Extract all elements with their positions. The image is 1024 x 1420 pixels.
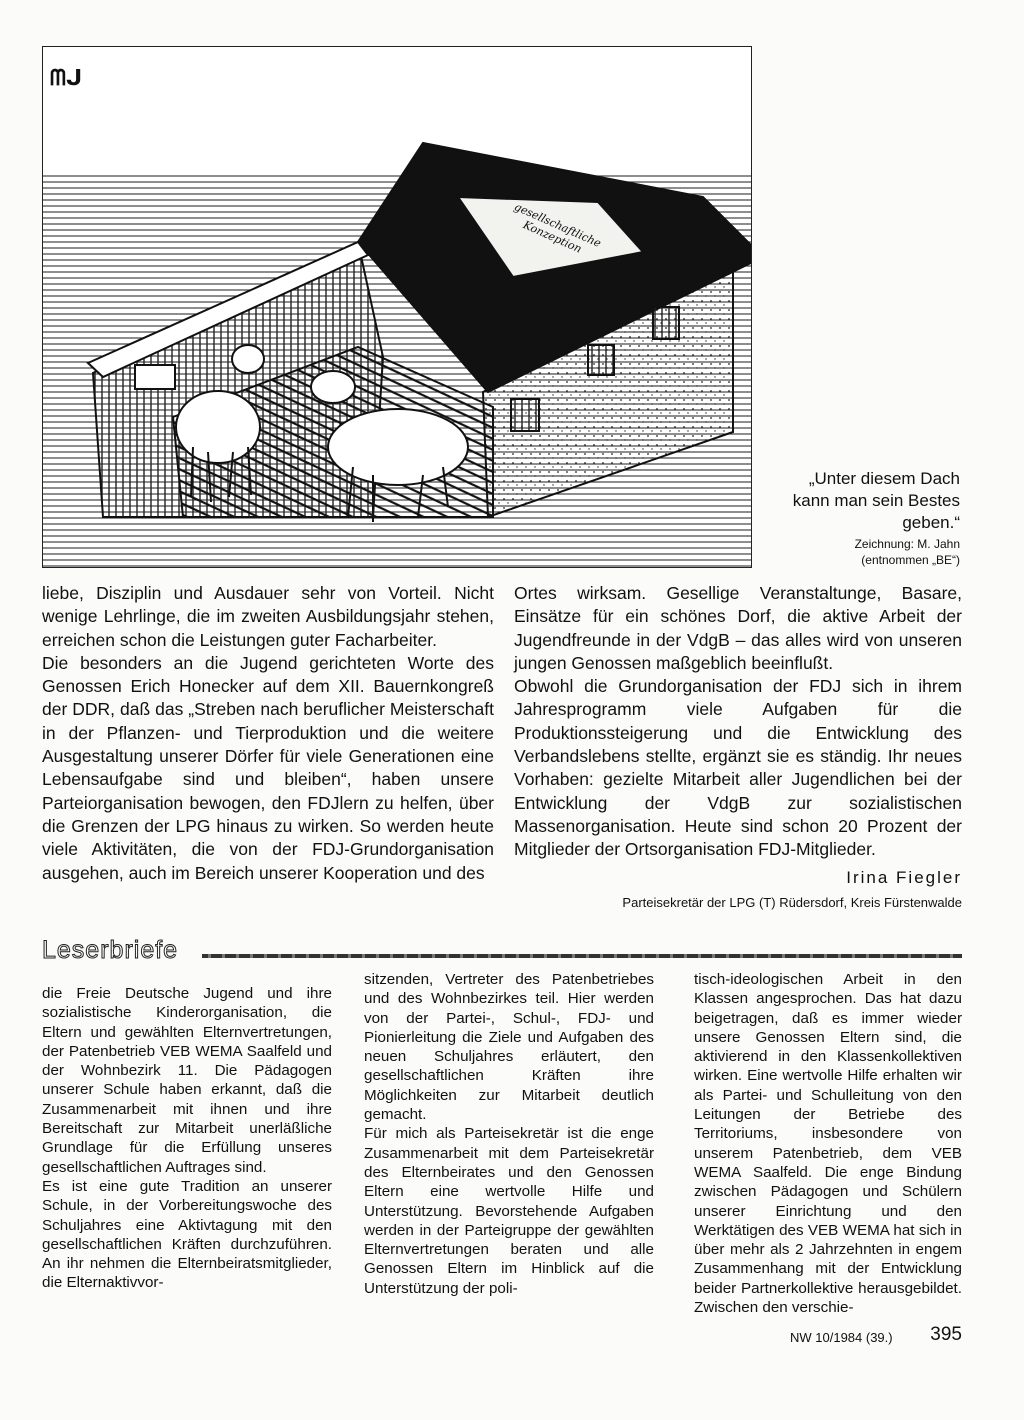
article-paragraph: Die besonders an die Jugend gerichteten Worte des Genossen Erich Honecker auf dem XII. Bauernkongreß der DDR, daß das „Streben nach beruflicher Meisterschaft in der Pflanzen- und Tierproduktion und die weitere Ausgestaltung unserer Dörfer für viele Generationen eine Lebensaufgabe sind und bleiben“, haben unsere Parteiorganisation bewogen, den FDJlern zu helfen, über die Grenzen der LPG hinaus zu wirken. So werden heute viele Aktivitäten, die von der FDJ-Grundorganisation ausgehen, auch im Bereich unserer Kooperation und des — [42, 652, 494, 883]
page-footer — [790, 1324, 970, 1348]
author-role: Parteisekretär der LPG (T) Rüdersdorf, Kreis Fürstenwalde — [622, 894, 962, 910]
roof-sign-text: gesellschaftliche Konzeption — [512, 200, 603, 256]
author-name: Irina Fiegler — [846, 867, 962, 887]
letters-column-1 — [42, 984, 332, 1293]
letters-paragraph: Es ist eine gute Tradition an unserer Schule, in der Vorbereitungswoche des Schuljahres eine Aktivtagung mit den gesellschaftlichen Kräften durchzuführen. An ihr nehmen die Elternbeiratsmitglieder, die Elternaktivvor- — [42, 1177, 332, 1292]
letters-column-3 — [694, 970, 962, 1317]
letters-column-2 — [364, 970, 654, 1298]
caption-text: „Unter diesem Dach kann man sein Bestes geben.“ — [792, 469, 960, 532]
article-signature — [514, 866, 962, 915]
article-paragraph: Ortes wirksam. Gesellige Veranstaltunge, Basare, Einsätze für ein schönes Dorf, die aktive Arbeit der Jugendfreunde in der VdgB – das alles wird von unseren jungen Genossen maßgeblich beeinflußt. — [514, 583, 962, 673]
issue-label: NW 10/1984 (39.) — [790, 1330, 893, 1345]
caption-source: (entnommen „BE“) — [861, 553, 960, 567]
section-rule — [202, 954, 962, 958]
letters-paragraph: tisch-ideologischen Arbeit in den Klassen angesprochen. Das hat dazu beigetragen, daß es immer wieder unsere Genossen Eltern sind, die aktivierend in den Klassenkollektiven wirken. Eine wertvolle Hilfe erhalten wir als Partei- und Schulleitung von den Leitungen der Betriebe des Territoriums, insbesondere von unserem Patenbetrieb, dem VEB WEMA Saalfeld. Die enge Bindung zwischen Pädagogen und Schülern unserer Einrichtung und den Werktätigen des VEB WEMA hat sich in über mehr als 2 Jahrzehnten in engem Zusammenhang mit der Entwicklung beider Partnerkollektive herausgebildet. Zwischen den verschie- — [694, 971, 962, 1317]
article-column-left — [42, 582, 494, 885]
letters-paragraph: Für mich als Parteisekretär ist die enge Zusammenarbeit mit dem Parteisekretär des Elternbeirates und den Genossen Eltern eine wertvolle Hilfe und Unterstützung. Bevorstehende Aufgaben werden in der Parteigruppe der gewählten Elternvertretungen beraten und alle Genossen Eltern im Hinblick auf die Unterstützung der poli- — [364, 1125, 654, 1297]
article-paragraph: Obwohl die Grundorganisation der FDJ sich in ihrem Jahresprogramm viele Aufgaben für die Produktionssteigerung und die Entwicklung des Verbandslebens stellte, ergänzt sie es ständig. Ihr neues Vorhaben: gezielte Mitarbeit aller Jugendlichen bei der Entwicklung der VdgB zur sozialistischen Massenorganisation. Heute sind schon 20 Prozent der Mitglieder der Ortsorganisation FDJ-Mitglieder. — [514, 676, 962, 860]
caption-credit: Zeichnung: M. Jahn — [854, 537, 960, 551]
section-title: Leserbriefe — [42, 936, 179, 964]
artist-monogram: ᗰᒍ — [50, 66, 83, 91]
article-paragraph: liebe, Disziplin und Ausdauer sehr von Vorteil. Nicht wenige Lehrlinge, die im zweiten Ausbildungsjahr stehen, erreichen schon die Leistungen guter Facharbeiter. — [42, 583, 494, 650]
barn-illustration — [42, 46, 752, 568]
letters-paragraph: sitzenden, Vertreter des Patenbetriebes und des Wohnbezirkes teil. Hier werden von der Partei-, Schul-, FDJ- und Pionierleitung die Ziele und Aufgaben des neuen Schuljahres erläutert, den gesellschaftlichen Kräften ihre Möglichkeiten zur Mitarbeit deutlich gemacht. — [364, 971, 654, 1124]
page-number: 395 — [930, 1324, 962, 1345]
illustration-caption — [770, 468, 960, 568]
article-column-right — [514, 582, 962, 914]
letters-paragraph: die Freie Deutsche Jugend und ihre sozialistische Kinderorganisation, die Eltern und gewählten Elternvertretungen, der Patenbetrieb VEB WEMA Saalfeld und der Wohnbezirk 11. Die Pädagogen unserer Schule haben erkannt, daß die Zusammenarbeit mit ihnen und ihre Bereitschaft zur Mitarbeit unerläßliche Grundlage für die Erfüllung unseres gesellschaftlichen Auftrages sind. — [42, 985, 332, 1176]
section-header — [42, 936, 962, 972]
